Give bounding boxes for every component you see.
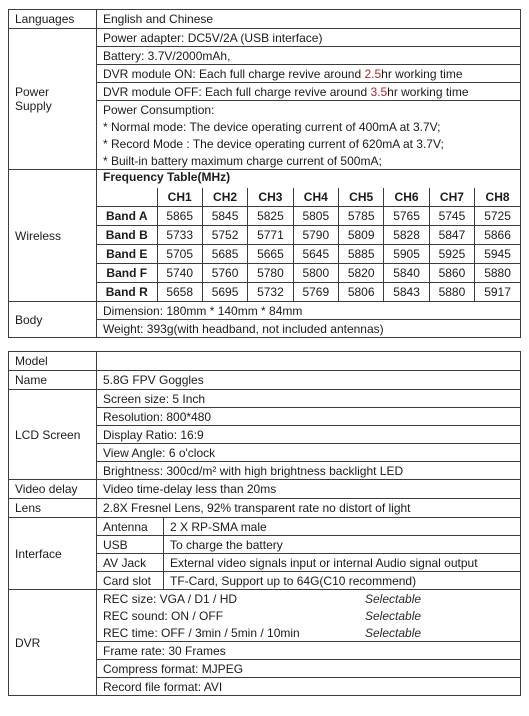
interface-row [97, 518, 520, 536]
channel-header: CH1 [157, 188, 202, 207]
frequency-cell: 5809 [339, 226, 384, 245]
rec-size-selectable: Selectable [365, 591, 422, 606]
frequency-cell: 5769 [293, 283, 338, 302]
row-model [9, 352, 521, 371]
lcd-screen-label: LCD Screen [9, 390, 97, 480]
frequency-row [97, 226, 520, 245]
row-lcd-screen [9, 390, 521, 480]
frequency-table-title: Frequency Table(MHz) [103, 170, 231, 184]
channel-header: CH4 [293, 188, 338, 207]
channel-header: CH5 [339, 188, 384, 207]
interface-row [97, 554, 520, 572]
frequency-cell: 5820 [339, 264, 384, 283]
frequency-cell: 5840 [384, 264, 429, 283]
frequency-cell: 5865 [157, 207, 202, 226]
interface-row [97, 536, 520, 554]
battery-spec: Battery: 3.7V/2000mAh, [97, 47, 520, 65]
video-delay-value: Video time-delay less than 20ms [97, 480, 521, 499]
interface-key: AV Jack [97, 554, 164, 572]
consumption-builtin: * Built-in battery maximum charge current of 500mA; [103, 153, 382, 168]
channel-header: CH8 [475, 188, 520, 207]
dvr-on-runtime: DVR module ON: Each full charge revive around 2.5hr working time [97, 65, 520, 83]
display-ratio: Display Ratio: 16:9 [97, 426, 520, 444]
dvr-off-runtime: DVR module OFF: Each full charge revive around 3.5hr working time [97, 83, 520, 101]
rec-time: REC time: OFF / 3min / 5min / 10min [97, 624, 359, 642]
body-details [97, 302, 521, 338]
frequency-row [97, 207, 520, 226]
languages-label: Languages [9, 10, 97, 29]
compress-format: Compress format: MJPEG [97, 660, 520, 678]
frequency-cell: 5790 [293, 226, 338, 245]
interface-key: USB [97, 536, 164, 554]
frequency-cell: 5843 [384, 283, 429, 302]
frequency-cell: 5740 [157, 264, 202, 283]
body-label: Body [9, 302, 97, 338]
body-weight: Weight: 393g(with headband, not included antennas) [103, 321, 384, 336]
channel-header: CH7 [429, 188, 474, 207]
consumption-normal: * Normal mode: The device operating current of 400mA at 3.7V; [103, 119, 441, 134]
row-video-delay [9, 480, 521, 499]
video-delay-label: Video delay [9, 480, 97, 499]
interface-value: 2 X RP-SMA male [164, 518, 521, 536]
frequency-cell: 5805 [293, 207, 338, 226]
frequency-cell: 5860 [429, 264, 474, 283]
frequency-cell: 5917 [475, 283, 520, 302]
interface-key: Card slot [97, 572, 164, 590]
frequency-cell: 5765 [384, 207, 429, 226]
view-angle: View Angle: 6 o'clock [97, 444, 520, 462]
interface-table [97, 518, 520, 589]
model-value [97, 352, 521, 371]
frequency-cell: 5705 [157, 245, 202, 264]
record-file-format: Record file format: AVI [103, 679, 223, 694]
row-name [9, 371, 521, 390]
band-name: Band A [97, 207, 157, 226]
band-name: Band E [97, 245, 157, 264]
frequency-cell: 5800 [293, 264, 338, 283]
frequency-cell: 5771 [248, 226, 293, 245]
languages-value: English and Chinese [97, 10, 521, 29]
row-interface [9, 518, 521, 590]
frequency-cell: 5847 [429, 226, 474, 245]
row-languages [9, 10, 521, 29]
frequency-row [97, 264, 520, 283]
interface-details [97, 518, 521, 590]
frequency-cell: 5785 [339, 207, 384, 226]
frequency-cell: 5665 [248, 245, 293, 264]
resolution: Resolution: 800*480 [97, 408, 520, 426]
frequency-cell: 5825 [248, 207, 293, 226]
interface-row [97, 572, 520, 590]
interface-value: External video signals input or internal Audio signal output [164, 554, 521, 572]
row-lens [9, 499, 521, 518]
power-adapter: Power adapter: DC5V/2A (USB interface) [97, 29, 520, 47]
row-body [9, 302, 521, 338]
frequency-cell: 5725 [475, 207, 520, 226]
power-supply-details [97, 29, 521, 170]
model-label: Model [9, 352, 97, 371]
name-label: Name [9, 371, 97, 390]
power-consumption-title: Power Consumption: [103, 102, 215, 117]
rec-sound-selectable: Selectable [365, 608, 422, 623]
frequency-row [97, 283, 520, 302]
frequency-cell: 5845 [202, 207, 247, 226]
interface-key: Antenna [97, 518, 164, 536]
frequency-cell: 5880 [475, 264, 520, 283]
rec-size: REC size: VGA / D1 / HD [103, 591, 238, 606]
frequency-cell: 5945 [475, 245, 520, 264]
lens-value: 2.8X Fresnel Lens, 92% transparent rate no distort of light [97, 499, 521, 518]
band-name: Band B [97, 226, 157, 245]
frequency-cell: 5732 [248, 283, 293, 302]
spec-table-power-wireless [8, 9, 521, 338]
frequency-cell: 5685 [202, 245, 247, 264]
frequency-table-header [97, 188, 520, 207]
band-name: Band F [97, 264, 157, 283]
body-dimension: Dimension: 180mm * 140mm * 84mm [97, 302, 520, 320]
band-name: Band R [97, 283, 157, 302]
frequency-cell: 5866 [475, 226, 520, 245]
frame-rate: Frame rate: 30 Frames [97, 642, 520, 660]
wireless-label: Wireless [9, 170, 97, 302]
frequency-cell: 5905 [384, 245, 429, 264]
frequency-cell: 5645 [293, 245, 338, 264]
frequency-cell: 5780 [248, 264, 293, 283]
name-value: 5.8G FPV Goggles [97, 371, 521, 390]
frequency-cell: 5745 [429, 207, 474, 226]
interface-value: TF-Card, Support up to 64G(C10 recommend) [170, 573, 417, 588]
frequency-cell: 5806 [339, 283, 384, 302]
dvr-label: DVR [9, 590, 97, 696]
frequency-row [97, 245, 520, 264]
frequency-cell: 5760 [202, 264, 247, 283]
frequency-cell: 5828 [384, 226, 429, 245]
dvr-details [97, 590, 521, 696]
interface-value: To charge the battery [164, 536, 521, 554]
row-dvr [9, 590, 521, 696]
frequency-cell: 5733 [157, 226, 202, 245]
row-wireless [9, 170, 521, 302]
frequency-cell: 5658 [157, 283, 202, 302]
interface-label: Interface [9, 518, 97, 590]
wireless-details [97, 170, 521, 302]
channel-header: CH3 [248, 188, 293, 207]
row-power-supply [9, 29, 521, 170]
lens-label: Lens [9, 499, 97, 518]
channel-header: CH6 [384, 188, 429, 207]
frequency-cell: 5885 [339, 245, 384, 264]
consumption-record: * Record Mode : The device operating current of 620mA at 3.7V; [103, 136, 444, 151]
screen-size: Screen size: 5 Inch [97, 390, 520, 408]
rec-sound: REC sound: ON / OFF [103, 608, 224, 623]
frequency-cell: 5925 [429, 245, 474, 264]
spec-table-goggles [8, 351, 521, 696]
frequency-cell: 5880 [429, 283, 474, 302]
lcd-screen-details [97, 390, 521, 480]
brightness: Brightness: 300cd/m² with high brightness backlight LED [103, 463, 404, 478]
power-supply-label: Power Supply [9, 29, 97, 170]
rec-time-selectable: Selectable [359, 624, 520, 642]
frequency-cell: 5695 [202, 283, 247, 302]
frequency-table [97, 188, 520, 301]
channel-header: CH2 [202, 188, 247, 207]
frequency-cell: 5752 [202, 226, 247, 245]
